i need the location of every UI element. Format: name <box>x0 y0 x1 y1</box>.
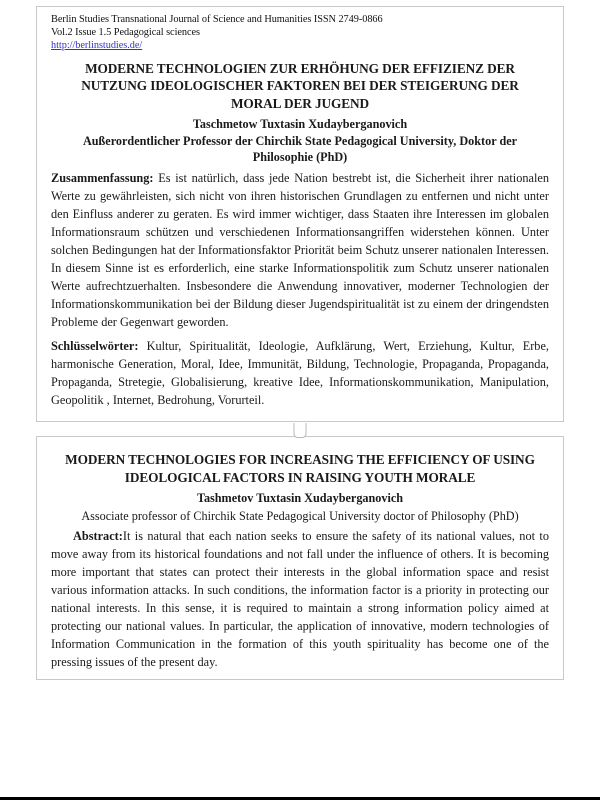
document-page-2 <box>36 436 564 680</box>
abstract-text-german: Es ist natürlich, dass jede Nation bestrebt ist, die Sicherheit ihrer nationalen Werte zu gewährleisten, sich nicht von ihren historischen Grundlagen zu entfernen und nicht unter den Einfluss anderer zu geraten. Es wird immer wichtiger, dass Staaten ihre Interessen im globalen Informationsraum schützen und verschiedenen Informationsangriffen widerstehen können. Unter solchen Bedingungen hat der Informationsfaktor Priorität beim Schutz unserer nationalen Interessen. In diesem Sinne ist es erforderlich, eine starke Informationspolitik zum Schutz unserer nationalen Werte aufrechtzuerhalten. Insbesondere die Anwendung innovativer, moderner Technologien der Informationskommunikation bei der Bildung dieser Jugendspiritualität ist zu einem der dringendsten Probleme der Gegenwart geworden. <box>51 170 549 330</box>
page-title-english: MODERN TECHNOLOGIES FOR INCREASING THE EFFICIENCY OF USING IDEOLOGICAL FACTORS IN RAISING YOUTH MORALE <box>65 452 535 486</box>
keywords-label-german: Schlüsselwörter: <box>51 339 139 354</box>
author-affiliation-english: Associate professor of Chirchik State Pedagogical University doctor of Philosophy (PhD) <box>81 508 519 523</box>
journal-url-link[interactable]: http://berlinstudies.de/ <box>51 40 143 52</box>
journal-header <box>51 13 549 53</box>
keywords-text-german: Kultur, Spiritualität, Ideologie, Aufklärung, Wert, Erziehung, Kultur, Erbe, harmonische Generation, Moral, Idee, Immunität, Bildung, Technologie, Propaganda, Propaganda, Propaganda, Stretegie, Globalisierung, kreative Idee, Informationskommunikation, Manipulation, Geopolitik , Internet, Bedrohung, Vorurteil. <box>51 339 549 408</box>
author-name-german: Taschmetow Tuxtasin Xudayberganovich <box>192 116 408 131</box>
journal-title-line: Berlin Studies Transnational Journal of Science and Humanities ISSN 2749-0866 <box>51 14 383 25</box>
abstract-paragraph-english <box>51 527 549 672</box>
page-title-german: MODERNE TECHNOLOGIEN ZUR ERHÖHUNG DER EFFIZIENZ DER NUTZUNG IDEOLOGISCHER FAKTOREN BEI DER STEIGERUNG DER MORAL DER JUGEND <box>81 60 519 111</box>
abstract-text-english: It is natural that each nation seeks to ensure the safety of its national values, not to move away from its historical foundations and not fall under the influence of others. It is becoming more important that states can protect their interests in the global information space and resist various information attacks. In such conditions, the information factor is a priority in protecting our national interests. In this sense, it is required to maintain a strong information policy aimed at protecting our national values. In particular, the application of innovative, modern technologies of Information Communication in the formation of this youth spirituality has become one of the pressing issues of the present day. <box>51 528 549 670</box>
keywords-paragraph-german <box>51 337 549 409</box>
journal-issue-line: Vol.2 Issue 1.5 Pedagogical sciences <box>51 27 200 39</box>
abstract-paragraph-german <box>51 169 549 332</box>
page-break-tab-icon <box>294 423 307 438</box>
abstract-label-english: Abstract: <box>73 528 123 543</box>
author-affiliation-german: Außerordentlicher Professor der Chirchik State Pedagogical University, Doktor der Philosophie (PhD) <box>82 134 518 165</box>
document-pages <box>36 6 564 680</box>
document-page-1 <box>36 6 564 422</box>
page-gutter-left <box>0 0 36 800</box>
journal-url-line <box>51 39 549 52</box>
abstract-label-german: Zusammenfassung: <box>51 170 154 185</box>
page-break-separator <box>36 422 564 436</box>
author-name-english: Tashmetov Tuxtasin Xudayberganovich <box>196 490 404 505</box>
